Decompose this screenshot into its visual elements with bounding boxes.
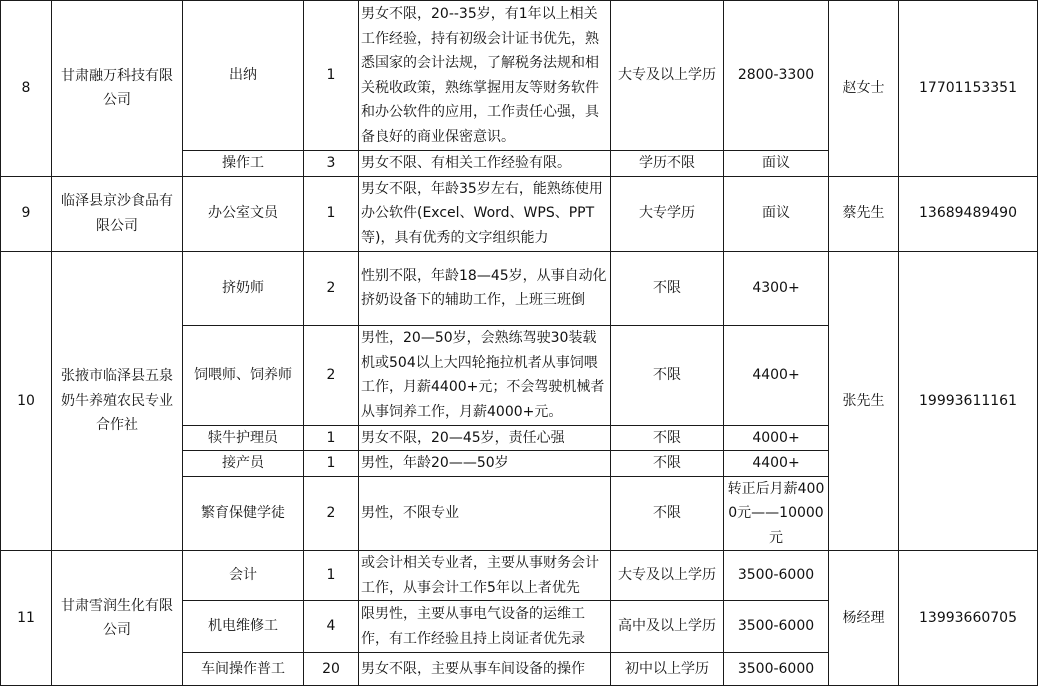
row-number: 9 [1,176,52,251]
contact-person: 杨经理 [829,551,899,686]
salary: 4400+ [724,451,829,477]
job-count: 2 [304,251,359,325]
job-title: 办公室文员 [183,176,304,251]
job-count: 1 [304,551,359,601]
job-title: 接产员 [183,451,304,477]
table-row [1,176,1038,251]
table-row [1,251,1038,325]
job-title: 挤奶师 [183,251,304,325]
job-requirements: 男女不限，20--35岁，有1年以上相关工作经验，持有初级会计证书优先，熟悉国家的会计法规，了解税务法规和相关税收政策，熟练掌握用友等财务软件和办公软件的应用，工作责任心强，具备良好的商业保密意识。 [359,1,611,151]
education: 大专及以上学历 [611,551,724,601]
job-title: 会计 [183,551,304,601]
salary: 面议 [724,151,829,177]
education: 学历不限 [611,151,724,177]
job-requirements: 限男性，主要从事电气设备的运维工作，有工作经验且持上岗证者优先录 [359,601,611,653]
job-requirements: 男性，年龄20——50岁 [359,451,611,477]
row-number: 10 [1,251,52,551]
education: 不限 [611,425,724,451]
salary: 3500-6000 [724,653,829,686]
job-requirements: 或会计相关专业者，主要从事财务会计工作，从事会计工作5年以上者优先 [359,551,611,601]
job-count: 2 [304,476,359,551]
salary: 3500-6000 [724,601,829,653]
job-title: 犊牛护理员 [183,425,304,451]
education: 不限 [611,325,724,425]
job-count: 1 [304,451,359,477]
contact-phone: 17701153351 [899,1,1038,177]
education: 高中及以上学历 [611,601,724,653]
job-title: 机电维修工 [183,601,304,653]
job-requirements: 男女不限，年龄35岁左右，能熟练使用办公软件(Excel、Word、WPS、PPT等)，具有优秀的文字组织能力 [359,176,611,251]
company-name: 甘肃雪润生化有限公司 [52,551,183,686]
education: 不限 [611,251,724,325]
row-number: 11 [1,551,52,686]
job-requirements: 性别不限，年龄18—45岁，从事自动化挤奶设备下的辅助工作，上班三班倒 [359,251,611,325]
job-title: 繁育保健学徒 [183,476,304,551]
job-count: 2 [304,325,359,425]
contact-person: 张先生 [829,251,899,551]
salary: 面议 [724,176,829,251]
education: 不限 [611,476,724,551]
job-count: 1 [304,425,359,451]
contact-phone: 13689489490 [899,176,1038,251]
salary: 4000+ [724,425,829,451]
salary: 转正后月薪4000元——10000元 [724,476,829,551]
education: 初中以上学历 [611,653,724,686]
table-row [1,551,1038,601]
contact-person: 蔡先生 [829,176,899,251]
row-number: 8 [1,1,52,177]
company-name: 临泽县京沙食品有限公司 [52,176,183,251]
education: 不限 [611,451,724,477]
company-name: 张掖市临泽县五泉奶牛养殖农民专业合作社 [52,251,183,551]
job-title: 车间操作普工 [183,653,304,686]
job-count: 1 [304,1,359,151]
job-count: 4 [304,601,359,653]
contact-person: 赵女士 [829,1,899,177]
job-count: 20 [304,653,359,686]
job-requirements: 男女不限，主要从事车间设备的操作 [359,653,611,686]
salary: 4300+ [724,251,829,325]
job-title: 操作工 [183,151,304,177]
job-requirements: 男女不限，20—45岁，责任心强 [359,425,611,451]
company-name: 甘肃融万科技有限公司 [52,1,183,177]
salary: 4400+ [724,325,829,425]
salary: 3500-6000 [724,551,829,601]
job-requirements: 男性，不限专业 [359,476,611,551]
job-requirements: 男女不限、有相关工作经验有限。 [359,151,611,177]
contact-phone: 13993660705 [899,551,1038,686]
contact-phone: 19993611161 [899,251,1038,551]
job-title: 饲喂师、饲养师 [183,325,304,425]
job-requirements: 男性，20—50岁，会熟练驾驶30装载机或504以上大四轮拖拉机者从事饲喂工作，月薪4400+元；不会驾驶机械者从事饲养工作，月薪4000+元。 [359,325,611,425]
salary: 2800-3300 [724,1,829,151]
education: 大专学历 [611,176,724,251]
education: 大专及以上学历 [611,1,724,151]
job-count: 3 [304,151,359,177]
table-row [1,1,1038,151]
job-title: 出纳 [183,1,304,151]
job-count: 1 [304,176,359,251]
